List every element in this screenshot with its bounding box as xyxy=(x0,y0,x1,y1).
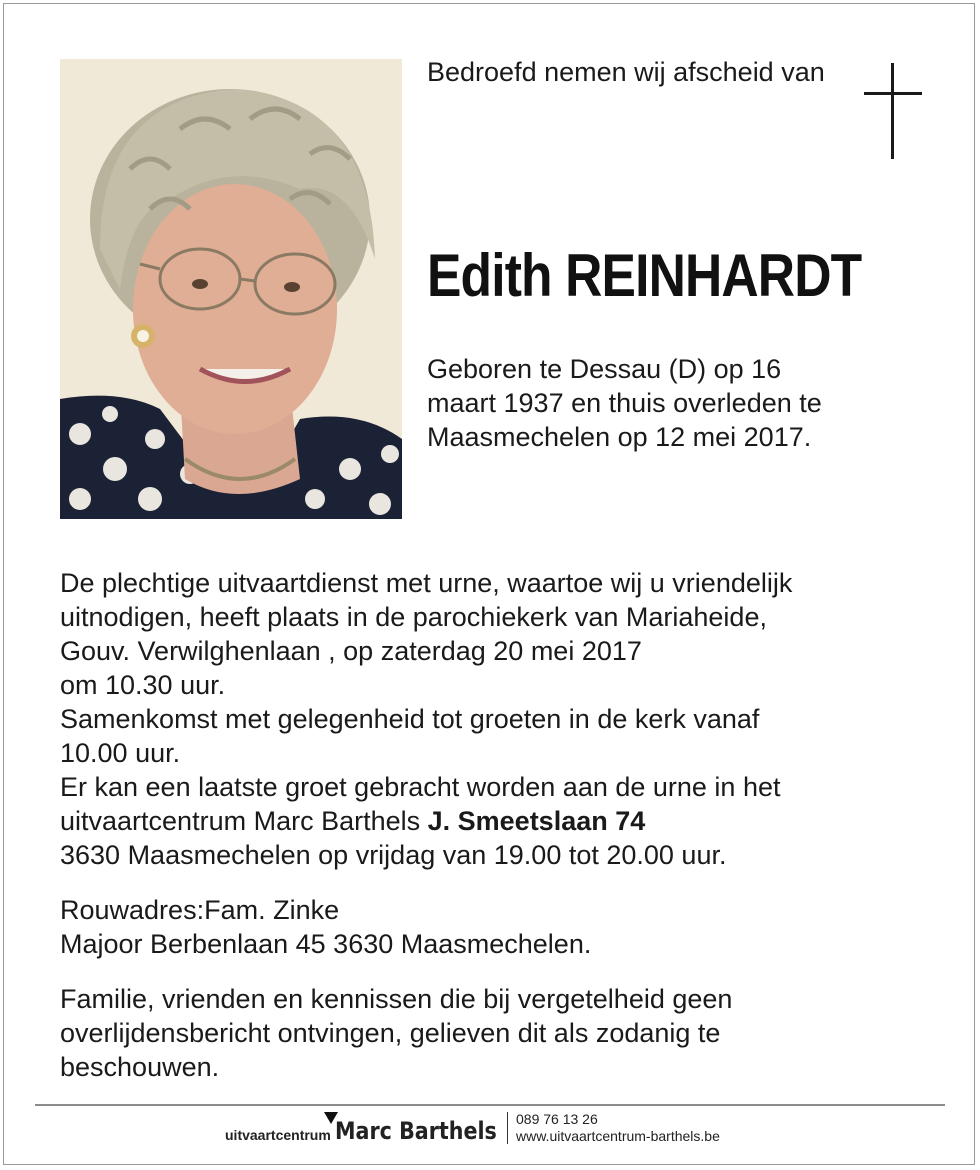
logo-small-text: uitvaartcentrum xyxy=(225,1127,331,1143)
service-line: De plechtige uitvaartdienst met urne, waartoe wij u vriendelijk xyxy=(60,568,793,598)
funeral-details xyxy=(60,566,940,1084)
deceased-name: Edith REINHARDT xyxy=(427,242,862,309)
birth-line: maart 1937 en thuis overleden te xyxy=(427,388,822,418)
footer-divider xyxy=(35,1104,945,1106)
birth-line: Geboren te Dessau (D) op 16 xyxy=(427,354,782,384)
service-paragraph xyxy=(60,566,940,872)
rouwadres-line: Majoor Berbenlaan 45 3630 Maasmechelen. xyxy=(60,929,592,959)
centrum-address: J. Smeetslaan 74 xyxy=(427,806,646,836)
service-line: 3630 Maasmechelen op vrijdag van 19.00 tot 20.00 uur. xyxy=(60,840,727,870)
centrum-line xyxy=(60,804,940,838)
rouwadres-line: Rouwadres:Fam. Zinke xyxy=(60,895,340,925)
service-line: Gouv. Verwilghenlaan , op zaterdag 20 mei 2017 xyxy=(60,636,642,666)
closing-line: Familie, vrienden en kennissen die bij vergetelheid geen xyxy=(60,984,733,1014)
website-link[interactable]: www.uitvaartcentrum-barthels.be xyxy=(516,1128,720,1144)
closing-line: beschouwen. xyxy=(60,1052,220,1082)
intro-text: Bedroefd nemen wij afscheid van xyxy=(427,57,825,87)
closing-paragraph xyxy=(60,982,940,1084)
birth-death-info xyxy=(427,352,897,454)
birth-line: Maasmechelen op 12 mei 2017. xyxy=(427,422,812,452)
footer-contact xyxy=(516,1111,720,1145)
cross-icon xyxy=(864,63,922,159)
service-line: Samenkomst met gelegenheid tot groeten in de kerk vanaf xyxy=(60,704,760,734)
service-line: uitnodigen, heeft plaats in de parochiekerk van Mariaheide, xyxy=(60,602,767,632)
centrum-prefix: uitvaartcentrum Marc Barthels xyxy=(60,806,428,836)
phone-number: 089 76 13 26 xyxy=(516,1111,598,1127)
portrait-photo xyxy=(60,59,402,519)
closing-line: overlijdensbericht ontvingen, gelieven dit als zodanig te xyxy=(60,1018,721,1048)
logo-brand-text: Marc Barthels xyxy=(335,1117,497,1145)
funeral-home-logo xyxy=(225,1110,515,1150)
service-line: 10.00 uur. xyxy=(60,738,181,768)
rouwadres xyxy=(60,893,940,961)
footer-separator xyxy=(507,1112,508,1144)
service-line: Er kan een laatste groet gebracht worden aan de urne in het xyxy=(60,772,781,802)
service-line: om 10.30 uur. xyxy=(60,670,226,700)
